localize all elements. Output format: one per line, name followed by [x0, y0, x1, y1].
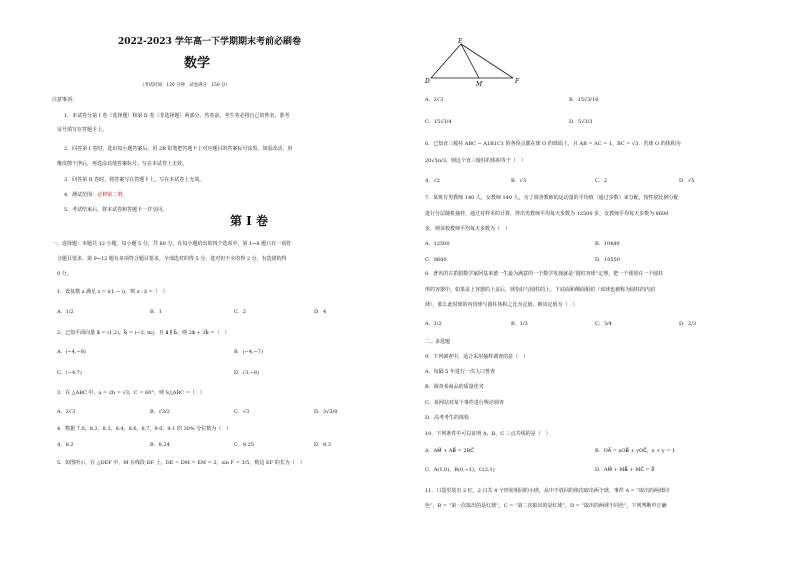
q1-option-a: A．1/2: [57, 309, 74, 315]
q8-option-d: D．2/3: [679, 321, 697, 327]
question-1: 1．设复数 z 满足 z = i(1 − i)，则 z · z̄ =（ ）: [57, 289, 168, 295]
question-6b: 20√5π/3，则这个直三棱柱的体积等于（ ）: [425, 158, 526, 164]
label-m: M: [476, 81, 483, 88]
question-9: 9．下列调查中，适合采用抽样调查的是（ ）: [425, 354, 529, 360]
note-4: 4．测试范围：必修第二册。: [64, 192, 128, 198]
q7-option-a: A．12500: [425, 241, 450, 247]
section-instr-b: 合题目要求，第 9~12 题有多项符合题目要求。全部选对的得 5 分，选对但不全的得 2 分，有选错的得: [57, 256, 287, 262]
q1-option-b: B．1: [150, 309, 162, 315]
q4-option-d: D．8.3: [314, 442, 331, 448]
edge-de: [431, 44, 461, 78]
multi-select-heading: 二、多选题: [425, 339, 451, 345]
q9-option-c: C．某网站对某个事件进行舆论调查: [425, 400, 504, 406]
q7-option-c: C．8600: [425, 257, 447, 263]
section-title: 第 I 卷: [230, 214, 268, 228]
q9-option-d: D．高考考生的体检: [425, 415, 470, 421]
note-2a: 2．回答第 I 卷时，选出每小题答案后，用 2B 铅笔把答题卡上对应题目的答案标号涂黑。如需改动，用: [64, 146, 293, 152]
q5-option-c: C．15√3/4: [425, 119, 452, 125]
question-2: 2．已知平面向量 a⃗ = (1,2)，b⃗ = (−2, m)，且 a⃗ ∥ b⃗，则 2a⃗ + 3b⃗ =（ ）: [57, 330, 230, 336]
q10-option-c: C．A(1,0)，B(0,−1)，C(2,1): [425, 467, 495, 473]
q4-option-a: A．8.2: [57, 442, 74, 448]
question-8c: 球），那么此时球的内切球与圆柱体积之比为定值，则该定值为（ ）．: [425, 302, 581, 308]
q5-option-a: A．2√3: [425, 97, 444, 103]
q4-option-b: B．8.24: [150, 442, 170, 448]
question-10: 10．下列条件中可以证明 A、B、C 三点共线的是（ ）: [425, 431, 551, 437]
section-instr-c: 0 分。: [57, 271, 72, 277]
notes-heading: 注意事项：: [52, 97, 78, 103]
q10-option-d: D．AM⃗ + MB⃗ + MC⃗ = 0⃗: [595, 467, 655, 473]
question-3: 3．在 △ABC 中，a = 2b = √3，C = 60°，则 S△ABC =（ ）: [57, 390, 205, 396]
question-7c: 步，则该校教师平均每天步数为（ ）: [425, 226, 511, 232]
label-d: D: [425, 78, 430, 85]
edge-ef: [461, 44, 513, 78]
question-5: 5．如图所示，在 △DEF 中，M 在线段 DF 上，DE = DM = EM = 2，sin F = 3/5，则边 EF 的长为（ ）: [57, 460, 305, 466]
q7-option-d: D．10550: [595, 257, 620, 263]
q3-option-a: A．2√3: [57, 409, 76, 415]
q10-option-b: B．OA⃗ = xOB⃗ + yOC⃗，x + y = 1: [595, 448, 676, 454]
question-7b: 进行分层随机抽样，通过对样本的计算，得出男教师平均每天步数为 12500 步，女教师平均每天步数为 8600: [425, 211, 669, 217]
q3-option-d: D．3√3/8: [314, 409, 338, 415]
label-f: F: [515, 78, 520, 85]
q9-option-a: A．每隔 5 年进行一次人口普查: [425, 369, 495, 375]
q3-option-c: C．√3: [234, 409, 250, 415]
q2-option-a: A．(−4,−8): [57, 349, 86, 355]
question-8b: 形的容器中，如果盖上容器的上盖后，球恰好与圆柱的上、下底面和侧面相切（该球也被称为圆柱的内切: [425, 287, 656, 293]
q5-option-d: D．5√3/3: [569, 119, 593, 125]
note-1a: 1．本试卷分第 I 卷（选择题）和第 II 卷（非选择题）两部分。答卷前，考生务必将自己的姓名、准考: [64, 113, 290, 119]
exam-title: 2022-2023 学年高一下学期期末考前必刷卷: [118, 37, 301, 47]
subject-title: 数学: [184, 56, 211, 71]
q4-option-c: C．8.25: [234, 442, 254, 448]
q1-option-d: D．4: [314, 309, 327, 315]
q5-option-b: B．15√3/16: [569, 97, 599, 103]
note-2b: 橡皮擦干净后，再选涂其他答案标号。写在本试卷上无效。: [57, 161, 188, 167]
triangle-figure: [425, 36, 555, 88]
q7-option-b: B．10480: [595, 241, 620, 247]
question-4: 4．数据 7.0，8.2，8.3，8.4，8.6，8.7，9.0，9.1 的 30% 分位数为（ ）: [57, 426, 232, 432]
edge-em: [461, 44, 479, 78]
q2-option-c: C．(−4,7): [57, 370, 82, 376]
note-5: 5．考试结束后，将本试卷和答题卡一并交回。: [64, 207, 168, 213]
q2-option-d: D．(3,−8): [234, 370, 260, 376]
q6-option-d: D．√5: [679, 178, 695, 184]
q10-option-a: A．AM⃗ + AB⃗ = 2BC⃗: [425, 448, 474, 454]
test-scope: 必修第二册。: [97, 192, 128, 198]
exam-info: （考试时间：120 分钟 试卷满分：150 分）: [140, 83, 230, 88]
q6-option-a: A．√2: [425, 178, 440, 184]
section-instr-a: 一、选择题：本题共 12 小题，每小题 5 分，共 60 分。在每小题给出的四个选项中，第 1~8 题只有一项符: [52, 241, 292, 247]
q6-option-b: B．√3: [511, 178, 527, 184]
question-7a: 7．某班有男教师 140 人，女教师 140 人，为了调查教师的运动量的平均值（通过步数）来分配，按性别比例分配: [425, 195, 679, 201]
question-11b: 色”，B = “第一次取出的是红球”，C = “第二次取出的是红球”，D = “取出的两球不同色”，下列判断中正确: [425, 503, 667, 509]
q2-option-b: B．(−4,−7): [234, 349, 263, 355]
q8-option-a: A．1/2: [425, 321, 442, 327]
note-1b: 证号填写在答题卡上。: [57, 127, 108, 133]
question-8a: 8．著名的古希腊数学家阿基米德一生最为满意的一个数学发现就是“圆柱容球”定理，把一个球放在一个圆柱: [425, 271, 664, 277]
note-3: 3．回答第 II 卷时，将答案写在答题卡上。写在本试卷上无效。: [64, 177, 205, 183]
question-11a: 11．口袋里装有 2 红，2 白共 4 个形状相同的小球，从中不放回的依次取出两个球，事件 A = “取出的两球同: [425, 488, 669, 494]
q3-option-b: B．√3/2: [150, 409, 170, 415]
q9-option-b: B．调查某商品的质量优劣: [425, 384, 484, 390]
q8-option-c: C．3/4: [595, 321, 612, 327]
q8-option-b: B．1/3: [511, 321, 528, 327]
label-e: E: [458, 38, 463, 45]
q6-option-c: C．2: [595, 178, 608, 184]
q1-option-c: C．2: [234, 309, 247, 315]
question-6a: 6．已知直三棱柱 ABC − A1B1C1 的各顶点都在球 O 的球面上，且 AB = AC = 1，BC = √3．若球 O 的体积为: [425, 141, 681, 147]
